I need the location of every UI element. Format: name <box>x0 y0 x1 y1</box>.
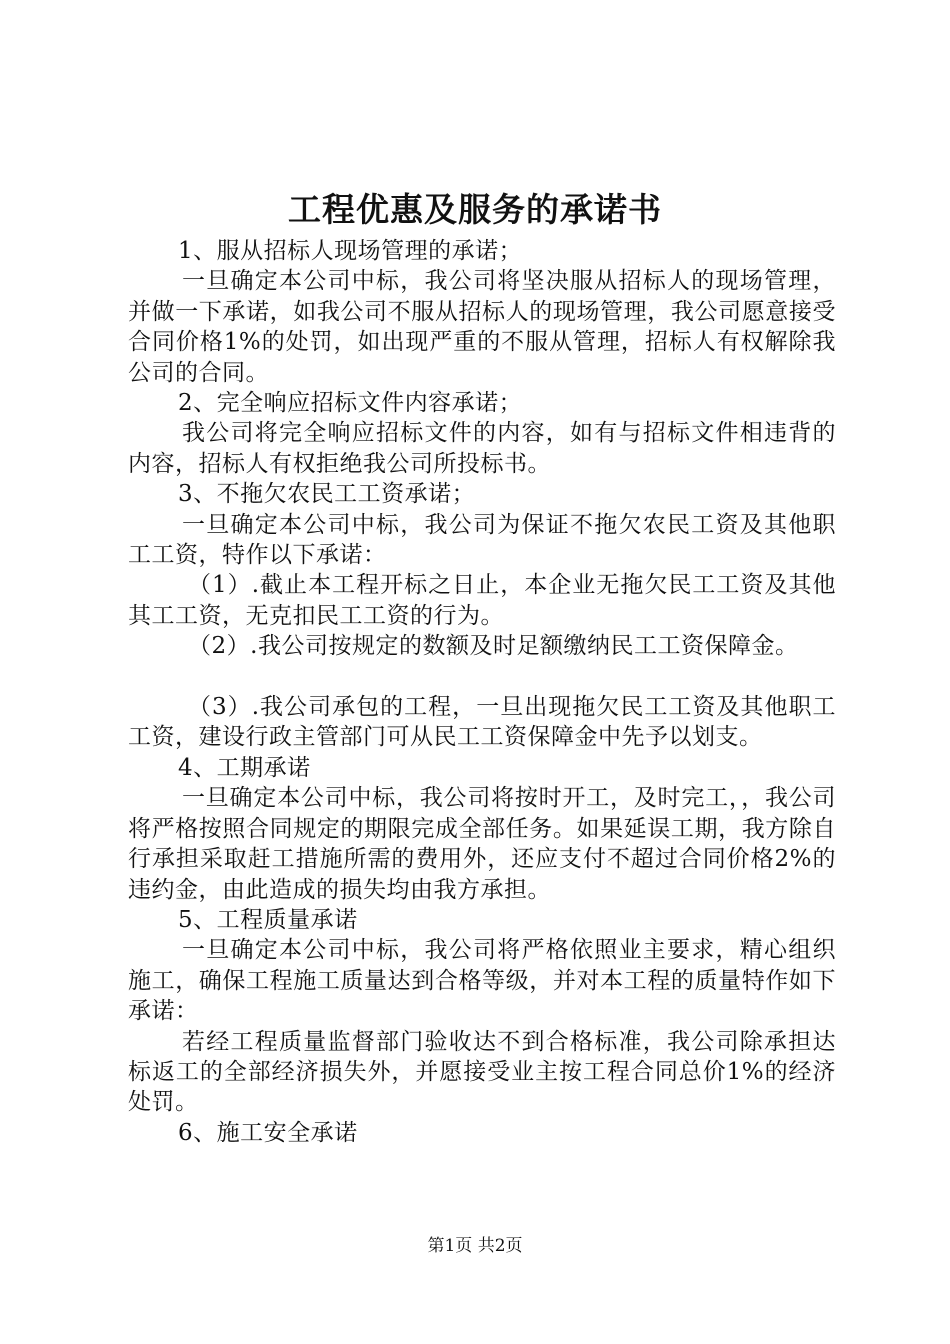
section-paragraph-5a: 一旦确定本公司中标，我公司将严格依照业主要求，精心组织施工，确保工程施工质量达到合格等级，并对本工程的质量特作如下承诺： <box>128 937 836 1025</box>
document-body <box>128 236 836 1148</box>
section-paragraph-3: 一旦确定本公司中标，我公司为保证不拖欠农民工资及其他职工工资，特作以下承诺： <box>128 511 836 569</box>
document-title: 工程优惠及服务的承诺书 <box>288 190 662 229</box>
section-heading-5: 5、工程质量承诺 <box>178 906 358 933</box>
page-footer: 第1页 共2页 <box>427 1236 523 1256</box>
list-item-3: （3）.我公司承包的工程，一旦出现拖欠民工工资及其他职工工资，建设行政主管部门可从民工工资保障金中先予以划支。 <box>128 694 836 751</box>
section-heading-1: 1、服从招标人现场管理的承诺； <box>178 238 523 264</box>
list-item-2: （2）.我公司按规定的数额及时足额缴纳民工工资保障金。 <box>188 633 799 660</box>
section-paragraph-4: 一旦确定本公司中标，我公司将按时开工，及时完工，，我公司将严格按照合同规定的期限完成全部任务。如果延误工期，我方除自行承担采取赶工措施所需的费用外，还应支付不超过合同价格2%的违约金，由此造成的损失均由我方承担。 <box>128 785 836 903</box>
list-item-1: （1）.截止本工程开标之日止，本企业无拖欠民工工资及其他其工工资，无克扣民工工资的行为。 <box>128 572 836 629</box>
section-heading-4: 4、工期承诺 <box>178 754 311 781</box>
section-paragraph-2: 我公司将完全响应招标文件的内容，如有与招标文件相违背的内容，招标人有权拒绝我公司所投标书。 <box>128 420 836 477</box>
section-heading-6: 6、施工安全承诺 <box>178 1119 358 1146</box>
section-paragraph-5b: 若经工程质量监督部门验收达不到合格标准，我公司除承担达标返工的全部经济损失外，并愿接受业主按工程合同总价1%的经济处罚。 <box>128 1028 836 1116</box>
section-paragraph-1: 一旦确定本公司中标，我公司将坚决服从招标人的现场管理，并做一下承诺，如我公司不服从招标人的现场管理，我公司愿意接受合同价格1%的处罚，如出现严重的不服从管理，招标人有权解除我公司的合同。 <box>128 268 836 386</box>
section-heading-3: 3、不拖欠农民工工资承诺； <box>178 481 476 508</box>
section-heading-2: 2、完全响应招标文件内容承诺； <box>178 390 523 417</box>
